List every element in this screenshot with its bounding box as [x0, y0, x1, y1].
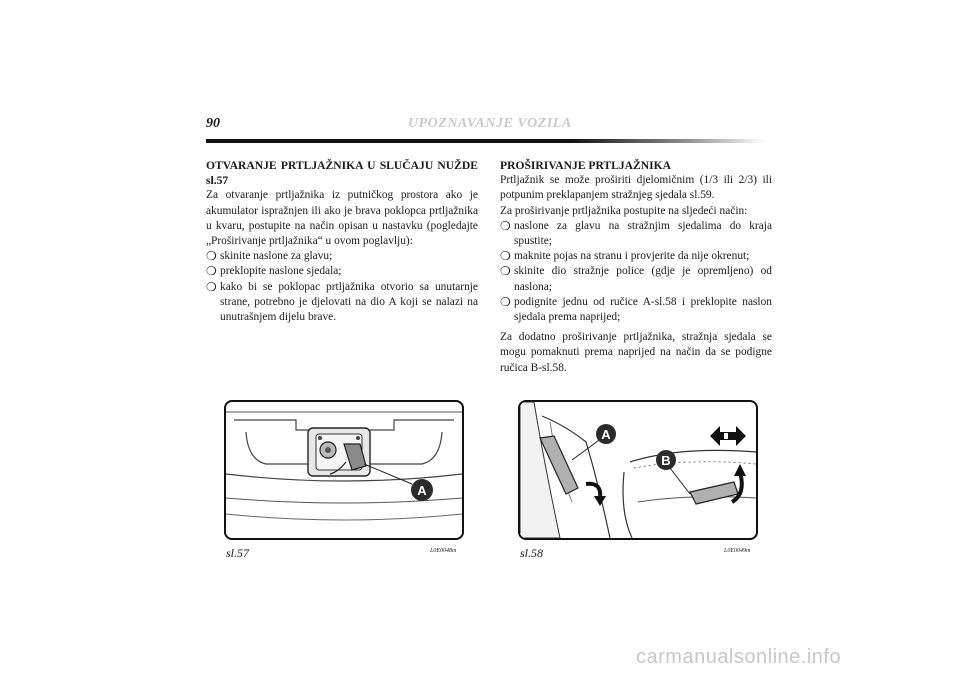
list-item-text: maknite pojas na stranu i provjerite da nije okrenut;: [514, 250, 750, 263]
seat-levers-illustration: [520, 402, 756, 538]
figure-label-right: sl.58: [520, 546, 544, 560]
callout-a-label: A: [417, 483, 427, 498]
list-item: [206, 280, 478, 326]
callout-b-label: B: [661, 453, 671, 468]
list-item-text: podignite jednu od ručice A-sl.58 i preklopite naslon sjedala prema naprijed;: [514, 295, 772, 324]
watermark: carmanualsonline.info: [636, 646, 842, 668]
header-rule: [206, 139, 766, 143]
list-item: [500, 249, 772, 264]
emergency-steps-list: [206, 249, 478, 325]
expanding-trunk-heading: PROŠIRIVANJE PRTLJAŽNIKA: [500, 159, 672, 172]
right-column: [500, 158, 772, 376]
left-column: [206, 158, 478, 325]
figure-seat-levers: [518, 400, 758, 540]
trunk-lock-illustration: [226, 402, 462, 538]
bullet-circle-icon: ❍: [206, 279, 217, 294]
bullet-circle-icon: ❍: [500, 264, 511, 279]
emergency-opening-intro: Za otvaranje prtljažnika iz putničkog prostora ako je akumulator ispražnjen ili ako je brava poklopca prtljažnika u kvaru, postupite na način opisan u nastavku (pogledajte „Proširivanje prtljažnika“ u ovom poglavlju):: [206, 189, 478, 248]
expanding-trunk-closing: Za dodatno proširivanje prtljažnika, stražnja sjedala se mogu pomaknuti prema naprijed na način da se podigne ručica B-sl.58.: [500, 331, 772, 374]
list-item: [206, 249, 478, 264]
list-item-text: skinite dio stražnje police (gdje je opremljeno) od naslona;: [514, 265, 772, 293]
callout-a-label: A: [601, 427, 611, 442]
list-item: [500, 264, 772, 294]
list-item: [500, 295, 772, 325]
section-title: UPOZNAVANJE VOZILA: [408, 116, 572, 131]
bullet-circle-icon: ❍: [500, 294, 511, 309]
slide-double-arrow-icon: [710, 426, 746, 446]
rotate-arrow-icon: [594, 496, 606, 506]
bullet-circle-icon: ❍: [500, 218, 511, 233]
list-item: [206, 264, 478, 279]
bullet-circle-icon: ❍: [206, 264, 217, 279]
lift-arrow-icon: [734, 464, 746, 476]
bullet-circle-icon: ❍: [500, 249, 511, 264]
list-item-text: kako bi se poklopac prtljažnika otvorio sa unutarnje strane, potrebno je djelovati na dio A koji se nalazi na unutrašnjem dijelu brave.: [220, 280, 478, 324]
bullet-circle-icon: ❍: [206, 249, 217, 264]
figure-label-left: sl.57: [226, 546, 250, 560]
figure-trunk-lock: [224, 400, 464, 540]
emergency-opening-heading: OTVARANJE PRTLJAŽNIKA U SLUČAJU NUŽDE sl.57: [206, 159, 478, 188]
figure-code-left: L0E0048m: [430, 548, 457, 554]
list-item: [500, 219, 772, 249]
expanding-trunk-intro-2: Za proširivanje prtljažnika postupite na sljedeći način:: [500, 204, 748, 217]
figure-code-right: L0E0049m: [724, 548, 751, 554]
list-item-text: preklopite naslone sjedala;: [220, 265, 342, 278]
expanding-trunk-intro: Prtljažnik se može proširiti djelomičnim (1/3 ili 2/3) ili potpunim preklapanjem stražnjeg sjedala sl.59.: [500, 174, 772, 202]
list-item-text: naslone za glavu na stražnjim sjedalima do kraja spustite;: [514, 219, 772, 248]
expanding-steps-list: [500, 219, 772, 325]
list-item-text: skinite naslone za glavu;: [220, 250, 333, 263]
page-number: 90: [206, 116, 220, 131]
